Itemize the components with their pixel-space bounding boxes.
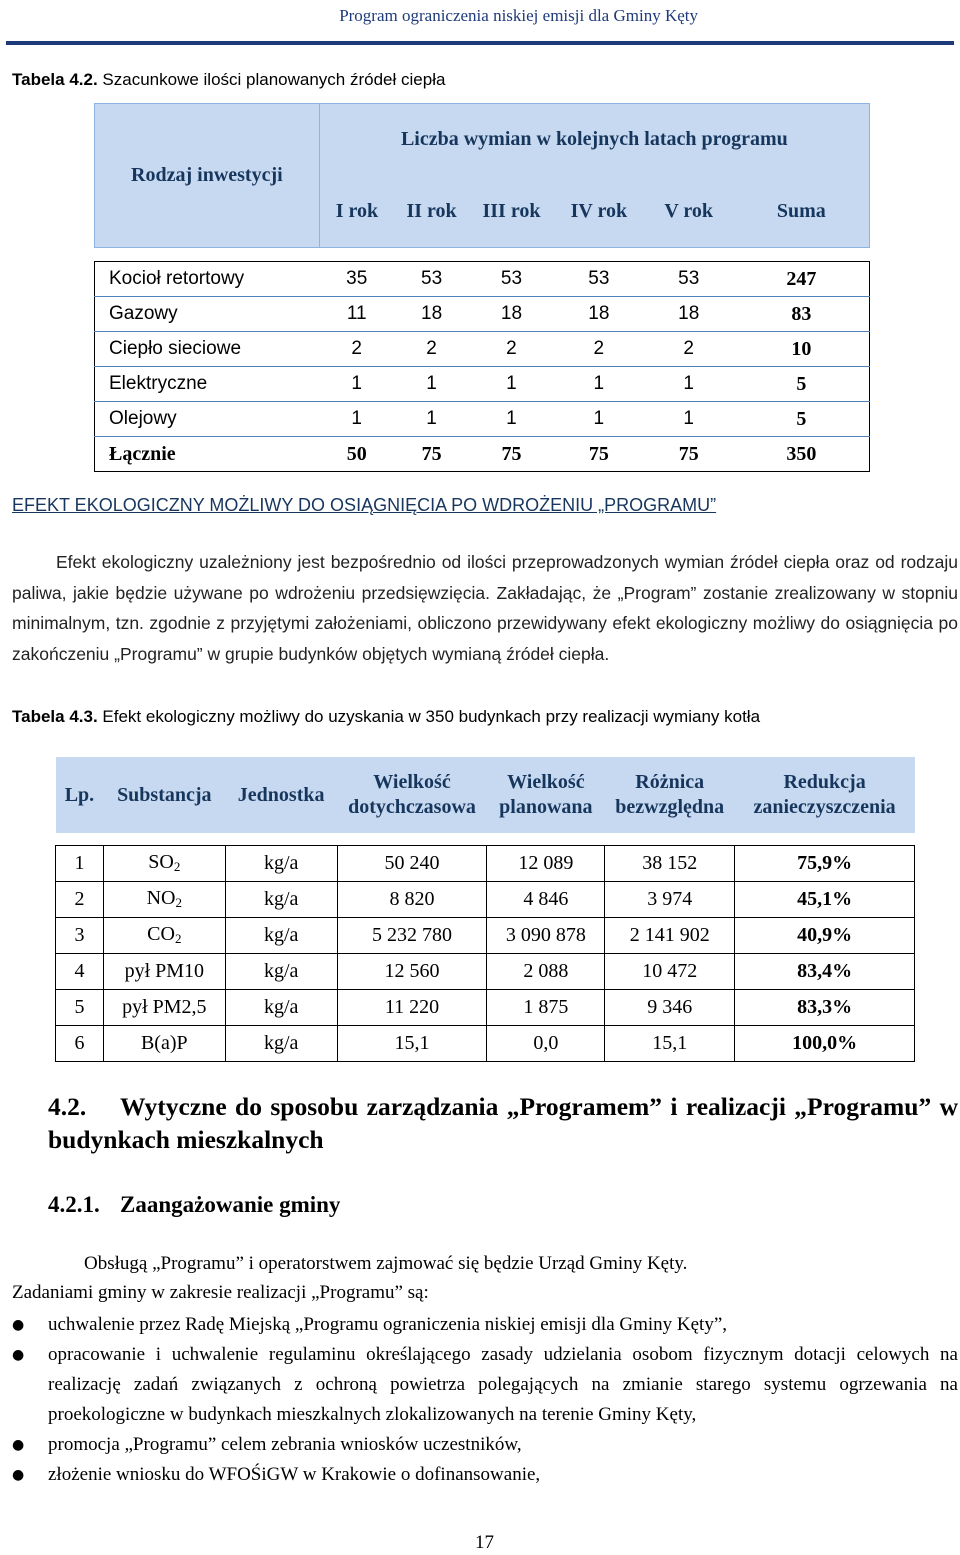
caption-label: Tabela 4.2.	[12, 70, 98, 89]
effect-paragraph-text: Efekt ekologiczny uzależniony jest bezpośrednio od ilości przeprowadzonych wymian źródeł ciepła oraz od rodzaju paliwa, jakie będzie używane po wdrożeniu przedsięwzięcia. Zakładając, że „Program” zostanie zrealizowany w stopniu minimalnym, tzn. zgodnie z przyjętymi założeniami, obliczono przewidywany efekt ekologiczny możliwy do osiągnięcia po zakończeniu „Programu” w grupie budynków objętych wymianą źródeł ciepła.	[12, 552, 958, 664]
heading-4-2-text: Wytyczne do sposobu zarządzania „Programem” i realizacji „Programu” w budynkach mieszkalnych	[48, 1092, 958, 1154]
table-row: Ciepło sieciowe 2 2 2 2 2 10	[95, 332, 870, 367]
col-header-group: Liczba wymian w kolejnych latach programu	[319, 104, 869, 176]
col-header-year: V rok	[644, 176, 734, 248]
bullet-icon: ●	[12, 1347, 25, 1363]
caption-text: Efekt ekologiczny możliwy do uzyskania w 350 budynkach przy realizacji wymiany kotła	[97, 707, 761, 726]
col-header-diff: Różnica bezwzględna	[605, 757, 735, 833]
paragraph-zadania: Zadaniami gminy w zakresie realizacji „Programu” są:	[12, 1282, 429, 1303]
table-row: Olejowy 1 1 1 1 1 5	[95, 402, 870, 437]
heading-4-2: 4.2. Wytyczne do sposobu zarządzania „Programem” i realizacji „Programu” w budynkach mieszkalnych	[48, 1092, 958, 1154]
col-header-substance: Substancja	[103, 757, 225, 833]
col-header-year: III rok	[469, 176, 554, 248]
table-4-2-caption	[12, 70, 445, 90]
col-header-type: Rodzaj inwestycji	[95, 104, 320, 248]
section-title: EFEKT EKOLOGICZNY MOŻLIWY DO OSIĄGNIĘCIA PO WDROŻENIU „PROGRAMU”	[12, 495, 717, 515]
bullet-icon: ●	[12, 1437, 25, 1453]
table-4-3	[55, 757, 915, 1062]
col-header-unit: Jednostka	[225, 757, 337, 833]
table-row: 4 pył PM10 kg/a 12 560 2 088 10 472 83,4%	[56, 953, 915, 989]
col-header-year: II rok	[394, 176, 469, 248]
table-row: 1 $SO_2$ kg/a 50 240 12 089 38 152 75,9%	[56, 845, 915, 881]
page-header	[0, 4, 960, 44]
effect-paragraph	[12, 547, 958, 669]
table-row: 2 $NO_2$ kg/a 8 820 4 846 3 974 45,1%	[56, 881, 915, 917]
header-title: Program ograniczenia niskiej emisji dla Gminy Kęty	[339, 6, 698, 25]
col-header-lp: Lp.	[56, 757, 104, 833]
heading-4-2-1-text: Zaangażowanie gminy	[120, 1192, 341, 1217]
list-item: ● opracowanie i uchwalenie regulaminu określającego zasady udzielania osobom fizycznym dotacji celowych na realizację zadań związanych z ochroną powietrza polegających na zmianie starego systemu ogrzewania na proekologiczne w budynkach mieszkalnych zlokalizowanych na terenie Gminy Kęty,	[12, 1340, 958, 1430]
table-total-row: Łącznie 50 75 75 75 75 350	[95, 437, 870, 472]
col-header-after: Wielkość planowana	[487, 757, 605, 833]
table-row: 5 pył PM2,5 kg/a 11 220 1 875 9 346 83,3%	[56, 989, 915, 1025]
table-row: Elektryczne 1 1 1 1 1 5	[95, 367, 870, 402]
bullet-list	[12, 1310, 958, 1490]
table-row: Gazowy 11 18 18 18 18 83	[95, 297, 870, 332]
table-4-2	[94, 103, 870, 472]
heading-4-2-1: 4.2.1. Zaangażowanie gminy	[48, 1192, 341, 1217]
col-header-year: I rok	[319, 176, 394, 248]
col-header-sum: Suma	[734, 176, 870, 248]
caption-text: Szacunkowe ilości planowanych źródeł ciepła	[97, 70, 446, 89]
header-rule	[6, 41, 954, 45]
col-header-year: IV rok	[554, 176, 644, 248]
col-header-before: Wielkość dotychczasowa	[337, 757, 487, 833]
bullet-icon: ●	[12, 1467, 25, 1483]
list-item: ● promocja „Programu” celem zebrania wniosków uczestników,	[12, 1430, 958, 1460]
paragraph-obsluga: Obsługą „Programu” i operatorstwem zajmować się będzie Urząd Gminy Kęty.	[84, 1253, 688, 1274]
bullet-icon: ●	[12, 1317, 25, 1333]
page-number: 17	[475, 1532, 494, 1553]
list-item: ● złożenie wniosku do WFOŚiGW w Krakowie o dofinansowanie,	[12, 1460, 958, 1490]
list-item: ● uchwalenie przez Radę Miejską „Programu ograniczenia niskiej emisji dla Gminy Kęty”,	[12, 1310, 958, 1340]
col-header-reduction: Redukcja zanieczyszczenia	[735, 757, 915, 833]
table-row: Kocioł retortowy 35 53 53 53 53 247	[95, 262, 870, 297]
table-row: 3 $CO_2$ kg/a 5 232 780 3 090 878 2 141 902 40,9%	[56, 917, 915, 953]
caption-label: Tabela 4.3.	[12, 707, 98, 726]
table-row: 6 B(a)P kg/a 15,1 0,0 15,1 100,0%	[56, 1025, 915, 1061]
table-4-3-caption	[12, 707, 760, 727]
